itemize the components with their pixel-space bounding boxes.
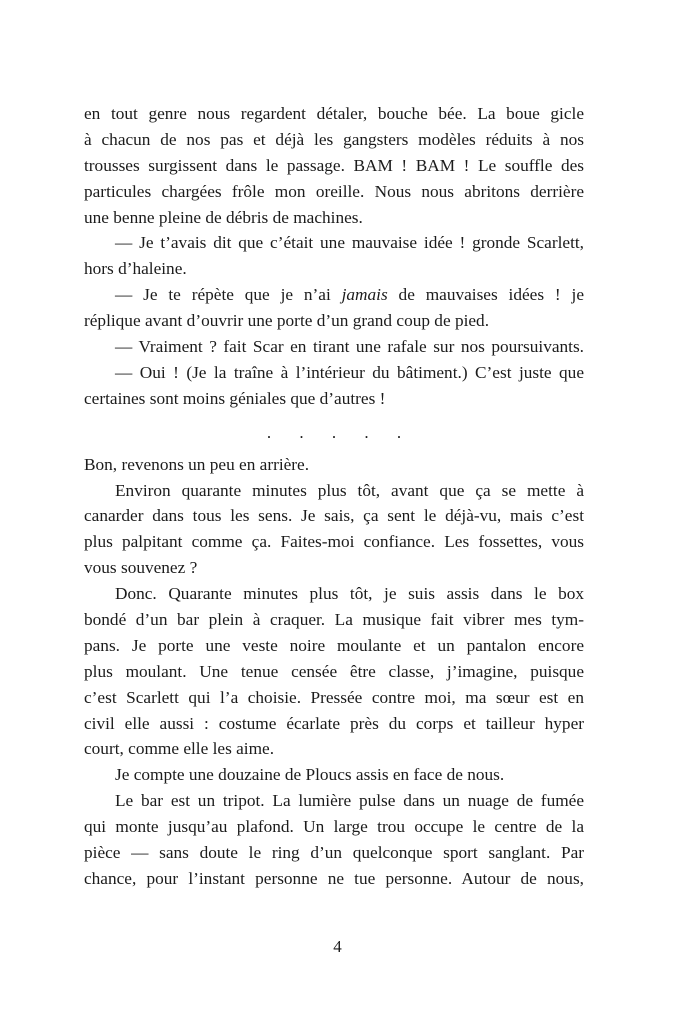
text-line: court, comme elle les aime. bbox=[84, 739, 275, 759]
text-line: pièce — sans doute le ring d’un quelconque sport sanglant. Par bbox=[84, 843, 584, 863]
text-block-after-break bbox=[84, 452, 584, 892]
dialogue-line: — Vraiment ? fait Scar en tirant une rafale sur nos poursuivants. bbox=[115, 337, 584, 357]
text-block-before-break bbox=[84, 101, 584, 412]
dialogue-line: — Je t’avais dit que c’était une mauvaise idée ! gronde Scarlett, bbox=[115, 233, 584, 253]
section-break: . . . . . bbox=[266, 422, 414, 442]
text-line: bondé d’un bar plein à craquer. La musique fait vibrer mes tym- bbox=[84, 610, 584, 630]
text-line: pans. Je porte une veste noire moulante et un pantalon encore bbox=[84, 635, 584, 655]
dialogue-line-start: — Je te répète que je n’ai bbox=[115, 285, 342, 305]
text-line: c’est Scarlett qui l’a choisie. Pressée contre moi, ma sœur est en bbox=[84, 687, 584, 707]
text-line: certaines sont moins géniales que d’autres ! bbox=[84, 388, 386, 408]
text-line: particules chargées frôle mon oreille. Nous nous abritons derrière bbox=[84, 181, 584, 201]
paragraph-first-line: Le bar est un tripot. La lumière pulse dans un nuage de fumée bbox=[115, 791, 584, 811]
paragraph-first-line: Je compte une douzaine de Ploucs assis en face de nous. bbox=[115, 765, 505, 785]
emphasis-text: jamais bbox=[341, 285, 388, 305]
text-line: trousses surgissent dans le passage. BAM ! BAM ! Le souffle des bbox=[84, 155, 584, 175]
paragraph-first-line: Environ quarante minutes plus tôt, avant que ça se mette à bbox=[115, 480, 584, 500]
text-line: Bon, revenons un peu en arrière. bbox=[84, 454, 310, 474]
text-line: une benne pleine de débris de machines. bbox=[84, 207, 363, 227]
text-line: en tout genre nous regardent détaler, bouche bée. La boue gicle bbox=[84, 104, 584, 123]
paragraph-first-line: Donc. Quarante minutes plus tôt, je suis assis dans le box bbox=[115, 584, 584, 604]
text-line: réplique avant d’ouvrir une porte d’un grand coup de pied. bbox=[84, 311, 490, 331]
dialogue-line: — Oui ! (Je la traîne à l’intérieur du bâtiment.) C’est juste que bbox=[115, 362, 584, 382]
text-line: qui monte jusqu’au plafond. Un large trou occupe le centre de la bbox=[84, 817, 584, 837]
text-line: hors d’haleine. bbox=[84, 259, 187, 279]
page-body bbox=[84, 101, 584, 892]
text-line: civil elle aussi : costume écarlate près du corps et tailleur hyper bbox=[84, 713, 584, 733]
text-line: plus palpitant comme ça. Faites-moi confiance. Les fossettes, vous bbox=[84, 532, 584, 552]
dialogue-line bbox=[84, 282, 584, 308]
page-number: 4 bbox=[333, 937, 342, 956]
text-line: vous souvenez ? bbox=[84, 558, 198, 578]
text-line: à chacun de nos pas et déjà les gangsters modèles réduits à nos bbox=[84, 129, 584, 149]
text-line: chance, pour l’instant personne ne tue personne. Autour de nous, bbox=[84, 868, 584, 888]
text-line: plus moulant. Une tenue censée être classe, j’imagine, puisque bbox=[84, 661, 584, 681]
text-line: canarder dans tous les sens. Je sais, ça sent le déjà-vu, mais c’est bbox=[84, 506, 584, 526]
dialogue-line-end: de mauvaises idées ! je bbox=[387, 285, 584, 305]
